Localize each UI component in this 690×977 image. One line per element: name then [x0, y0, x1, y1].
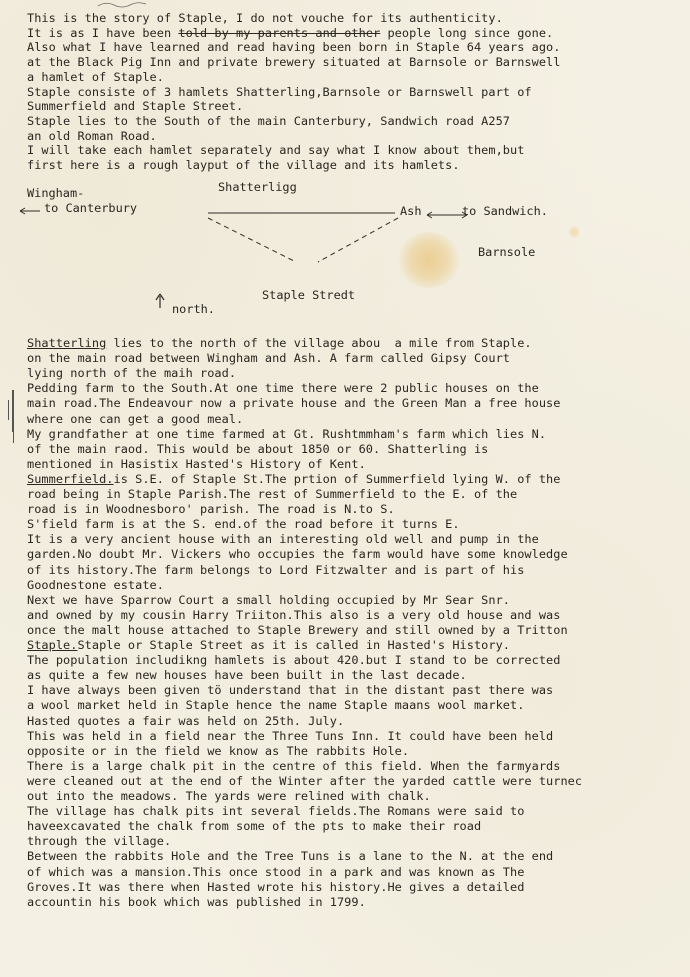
text-fragment: I have always been given tö understand that in the distant past there was	[27, 683, 554, 698]
text-fragment: My grandfather at one time farmed at Gt. Rushtmmham's farm which lies N.	[27, 426, 547, 441]
diagram-label-staple-street: Staple Stredt	[262, 288, 356, 302]
text-fragment: There is a large chalk pit in the centre of this field. When the farmyards	[27, 758, 561, 773]
body-line	[27, 834, 171, 849]
text-fragment: is S.E. of Staple St.The prtion of Summerfield lying W. of the	[113, 471, 561, 486]
text-fragment: Between the rabbits Hole and the Tree Tuns is a lane to the N. at the end	[27, 849, 554, 864]
diagram-label-north: north.	[172, 302, 215, 316]
body-line	[27, 714, 344, 729]
text-fragment: a wool market held in Staple hence the name Staple maans wool market.	[27, 698, 525, 713]
body-line	[27, 412, 243, 427]
diagram-label-barnsole: Barnsole	[478, 245, 536, 259]
text-fragment: of its history.The farm belongs to Lord Fitzwalter and is part of his	[27, 562, 525, 577]
diagram-label-shatterling: Shatterligg	[218, 180, 297, 194]
text-fragment: Pedding farm to the South.At one time there were 2 public houses on the	[27, 381, 539, 396]
body-line	[27, 744, 409, 759]
text-fragment: Summerfield.	[27, 471, 114, 486]
body-line	[27, 593, 510, 608]
body-line	[27, 532, 539, 547]
diagram-label-to-sandwich: to Sandwich.	[462, 204, 548, 218]
text-fragment: lying north of the maih road.	[27, 366, 237, 381]
text-fragment: road is in Woodnesboro' parish. The road is N.to S.	[27, 502, 395, 517]
text-fragment: of which was a mansion.This once stood in a park and was known as The	[27, 864, 525, 879]
text-fragment: Also what I have learned and read having been born in Staple 64 years ago.	[27, 40, 561, 55]
body-line	[27, 819, 481, 834]
body-line	[27, 487, 517, 502]
body-line	[27, 396, 560, 411]
body-line	[27, 608, 560, 623]
body-line	[27, 351, 510, 366]
text-fragment: Staple or Staple Street as it is called in Hasted's History.	[77, 638, 510, 652]
text-fragment: Shatterling	[27, 336, 107, 350]
text-fragment: It is a very ancient house with an interesting old well and pump in the	[27, 532, 539, 547]
text-fragment: This is the story of Staple, I do not vouche for its authenticity.	[27, 11, 503, 25]
body-line	[27, 442, 488, 457]
text-fragment: The village has chalk pits int several fields.The Romans were said to	[27, 804, 525, 819]
text-fragment: Staple consiste of 3 hamlets Shatterling,Barnsole or Barnswell part of	[27, 84, 532, 99]
text-fragment: haveexcavated the chalk from some of the pts to make their road	[27, 819, 482, 834]
diagram-label-ash: Ash	[400, 204, 422, 218]
text-fragment: Hasted quotes a fair was held on 25th. July.	[27, 713, 345, 728]
body-line	[27, 789, 431, 804]
margin-bracket-mark	[8, 400, 9, 420]
text-fragment: opposite or in the field we know as The rabbits Hole.	[27, 743, 410, 758]
text-fragment: and owned by my cousin Harry Triiton.This also is a very old house and was	[27, 607, 561, 622]
body-line	[27, 336, 532, 351]
body-line	[27, 472, 560, 487]
text-fragment: Staple.	[27, 638, 78, 652]
diagram-label-wingham: Wingham-	[27, 186, 85, 200]
body-line	[27, 547, 568, 562]
text-fragment: were cleaned out at the end of the Winter after the yarded cattle were turnec	[27, 773, 583, 788]
body-line	[27, 427, 546, 442]
body-line	[27, 880, 524, 895]
text-fragment: out into the meadows. The yards were relined with chalk.	[27, 789, 431, 803]
body-line	[27, 849, 553, 864]
text-fragment: Summerfield and Staple Street.	[27, 99, 244, 114]
body-line	[27, 457, 366, 472]
text-fragment: Next we have Sparrow Court a small holding occupied by Mr Sear Snr.	[27, 592, 510, 607]
text-fragment: where one can get a good meal.	[27, 411, 244, 426]
text-fragment: a hamlet of Staple.	[27, 69, 164, 84]
body-line	[27, 759, 560, 774]
body-line	[27, 668, 467, 683]
text-fragment: Staple lies to the South of the main Canterbury, Sandwich road A257	[27, 113, 510, 128]
text-fragment: at the Black Pig Inn and private brewery situated at Barnsole or Barnswell	[27, 55, 561, 70]
text-fragment: accountin his book which was published in 1799.	[27, 894, 366, 909]
text-fragment: told by my parents and other	[178, 25, 381, 40]
body-line	[27, 653, 560, 668]
text-fragment: people long since gone.	[380, 25, 554, 40]
text-fragment: through the village.	[27, 834, 172, 849]
diagram-lines	[0, 0, 690, 330]
text-fragment: main road.The Endeavour now a private house and the Green Man a free house	[27, 396, 561, 411]
text-fragment: once the malt house attached to Staple Brewery and still owned by a Tritton	[27, 622, 568, 637]
body-line	[27, 381, 539, 396]
text-fragment: of the main raod. This would be about 1850 or 60. Shatterling is	[27, 441, 489, 456]
diagram-label-to-canterbury: to Canterbury	[44, 201, 138, 215]
text-fragment: Goodnestone estate.	[27, 577, 164, 592]
text-fragment: lies to the north of the village abou a mile from Staple.	[106, 336, 532, 350]
body-line	[27, 698, 524, 713]
body-line	[27, 563, 524, 578]
body-line	[27, 366, 236, 381]
body-line	[27, 774, 582, 789]
text-fragment: Groves.It was there when Hasted wrote his history.He gives a detailed	[27, 879, 525, 894]
body-line	[27, 865, 524, 880]
text-fragment: on the main road between Wingham and Ash. A farm called Gipsy Court	[27, 351, 510, 366]
text-fragment: The population includikng hamlets is about 420.but I stand to be corrected	[27, 653, 561, 668]
body-line	[27, 638, 510, 653]
text-fragment: This was held in a field near the Three Tuns Inn. It could have been held	[27, 728, 554, 743]
text-fragment: mentioned in Hasistix Hasted's History of Kent.	[27, 456, 366, 471]
text-fragment: first here is a rough layput of the village and its hamlets.	[27, 158, 460, 172]
text-fragment: as quite a few new houses have been built in the last decade.	[27, 668, 467, 683]
text-fragment: I will take each hamlet separately and say what I know about them,but	[27, 143, 525, 158]
text-fragment: S'field farm is at the S. end.of the road before it turns E.	[27, 517, 460, 532]
body-line	[27, 578, 164, 593]
body-line	[27, 683, 553, 698]
body-line	[27, 729, 553, 744]
text-fragment: It is as I have been	[27, 25, 179, 40]
body-line	[27, 517, 460, 532]
body-line	[27, 502, 395, 517]
text-fragment: road being in Staple Parish.The rest of Summerfield to the E. of the	[27, 487, 518, 501]
body-line	[27, 804, 524, 819]
body-line	[27, 623, 568, 638]
margin-bracket-mark	[13, 425, 14, 443]
body-line	[27, 895, 366, 910]
text-fragment: an old Roman Road.	[27, 128, 157, 143]
text-fragment: garden.No doubt Mr. Vickers who occupies the farm would have some knowledge	[27, 547, 568, 562]
